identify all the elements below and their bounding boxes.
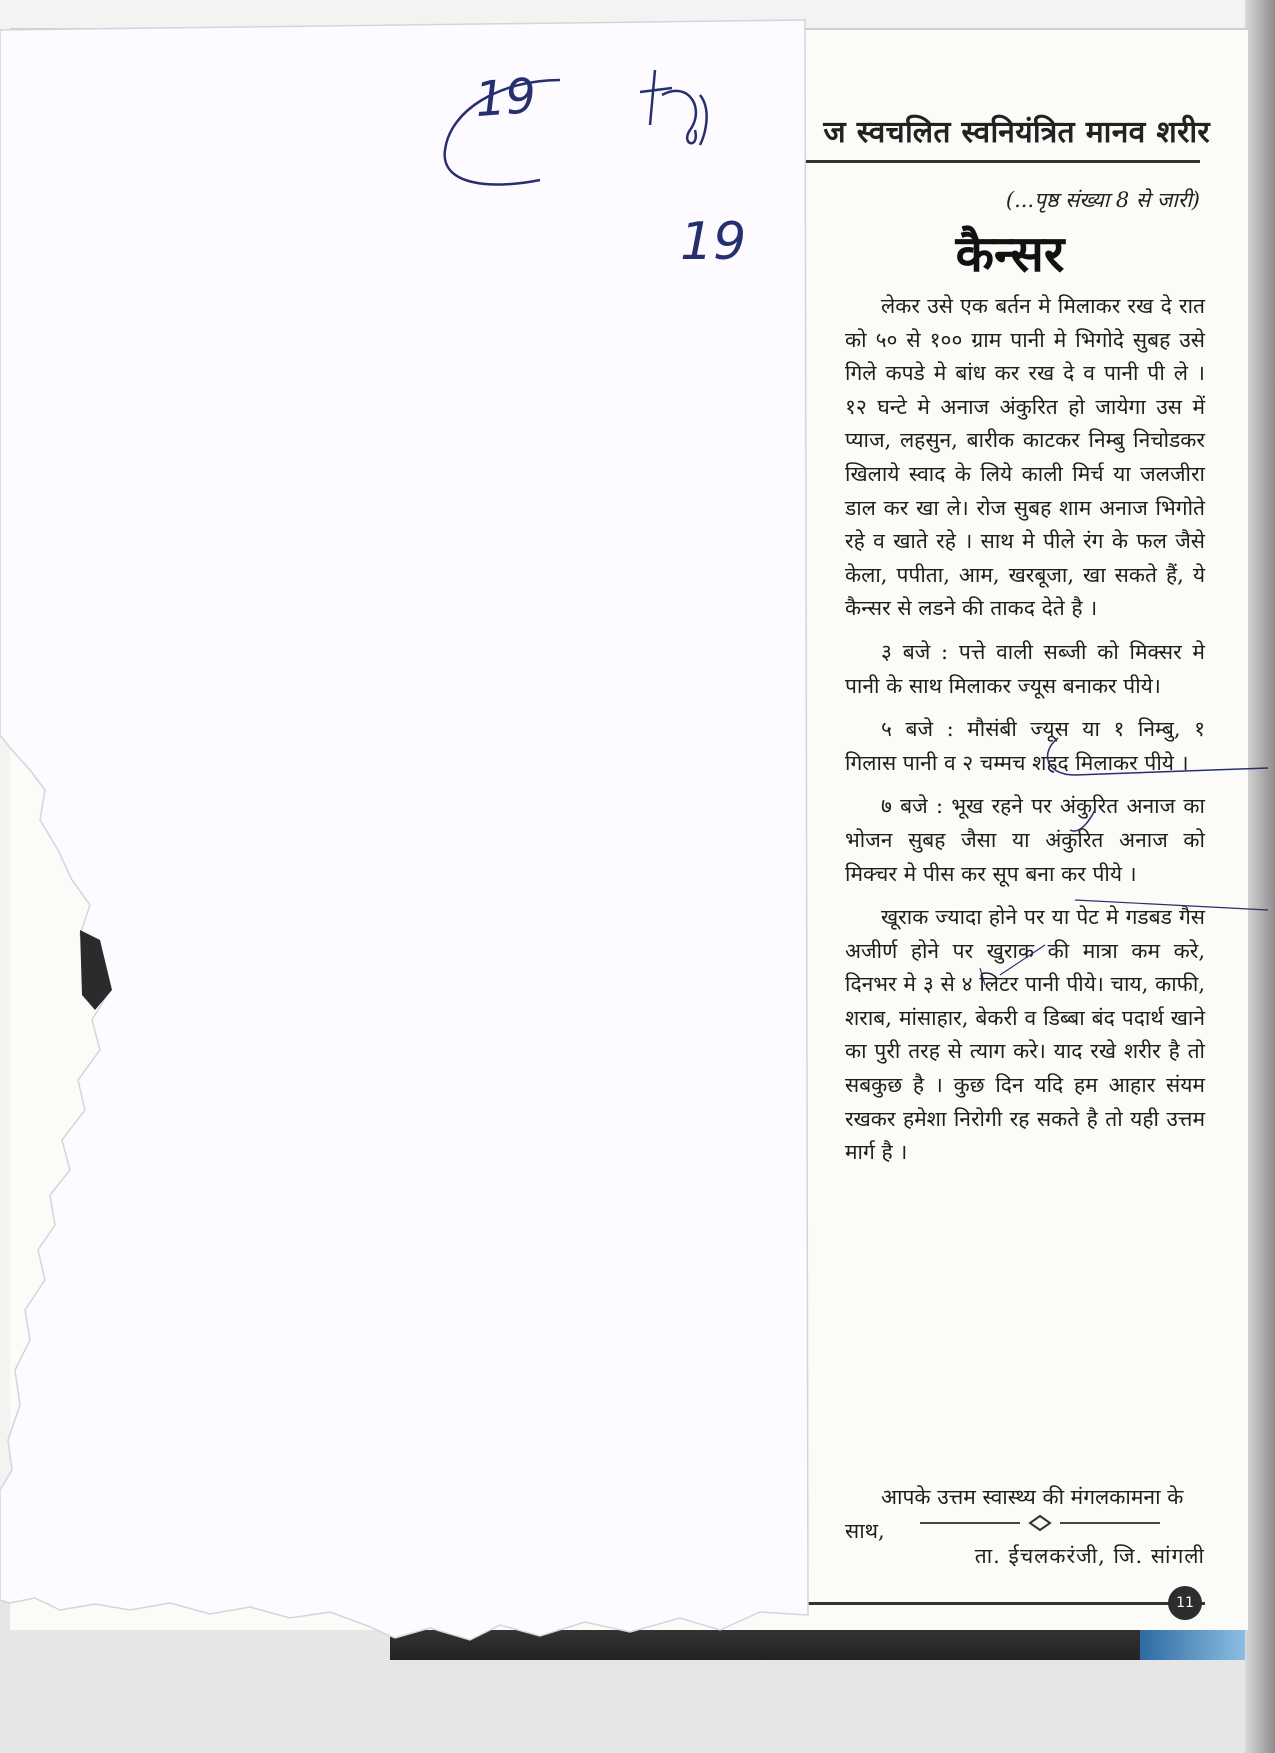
paragraph-advice: खूराक ज्यादा होने पर या पेट मे गडबड गैस अजीर्ण होने पर खुराक की मात्रा कम करे, दिनभर मे ३ से ४ लिटर पानी पीये। चाय, काफी, शराब, मांसाहार, बेकरी व डिब्बा बंद पदार्थ खाने का पुरी तरह से त्याग करे। याद रखे शरीर है तो सबकुछ है । कुछ दिन यदि हम आहार संयम रखकर हमेशा निरोगी रह सकते है तो यही उत्तम मार्ग है । xyxy=(845,905,1205,1165)
handwritten-number: 19 xyxy=(473,67,538,129)
page-number: 11 xyxy=(1168,1586,1202,1620)
paragraph-intro: लेकर उसे एक बर्तन मे मिलाकर रख दे रात को ५० से १०० ग्राम पानी मे भिगोदे सुबह उसे गिले कपडे मे बांध कर रख दे व पानी पी ले । १२ घन्टे मे अनाज अंकुरित हो जायेगा उस में प्याज, लहसुन, बारीक काटकर निम्बु निचोडकर खिलाये स्वाद के लिये काली मिर्च या जलजीरा डाल कर खा ले। रोज सुबह शाम अनाज भिगोते रहे व खाते रहे । साथ मे पीले रंग के फल जैसे केला, पपीता, आम, खरबूजा, खा सकते हैं, ये कैन्सर से लडने की ताकद देते है । xyxy=(845,294,1205,621)
paragraph-5pm: ५ बजे : मौसंबी ज्यूस या १ निम्बु, १ गिलास पानी व २ चम्मच शहद मिलाकर पीये । xyxy=(845,717,1205,775)
paragraph-7pm: ७ बजे : भूख रहने पर अंकुरित अनाज का भोजन सुबह जैसा या अंकुरित अनाज को मिक्चर मे पीस कर सूप बना कर पीये । xyxy=(845,794,1205,886)
address-line: ता. ईचलकरंजी, जि. सांगली xyxy=(974,1544,1205,1568)
signoff-text: आपके उत्तम स्वास्थ्य की मंगलकामना के साथ, xyxy=(845,1485,1184,1543)
running-header: ज स्वचलित स्वनियंत्रित मानव शरीर xyxy=(823,115,1210,150)
handwritten-number-secondary: 19 xyxy=(680,212,747,272)
continued-note: (...पृष्ठ संख्या 8 से जारी) xyxy=(1005,188,1200,212)
paragraph-3pm: ३ बजे : पत्ते वाली सब्जी को मिक्सर मे पानी के साथ मिलाकर ज्यूस बनाकर पीये। xyxy=(845,639,1205,698)
article-title: कैन्सर xyxy=(955,224,1065,283)
